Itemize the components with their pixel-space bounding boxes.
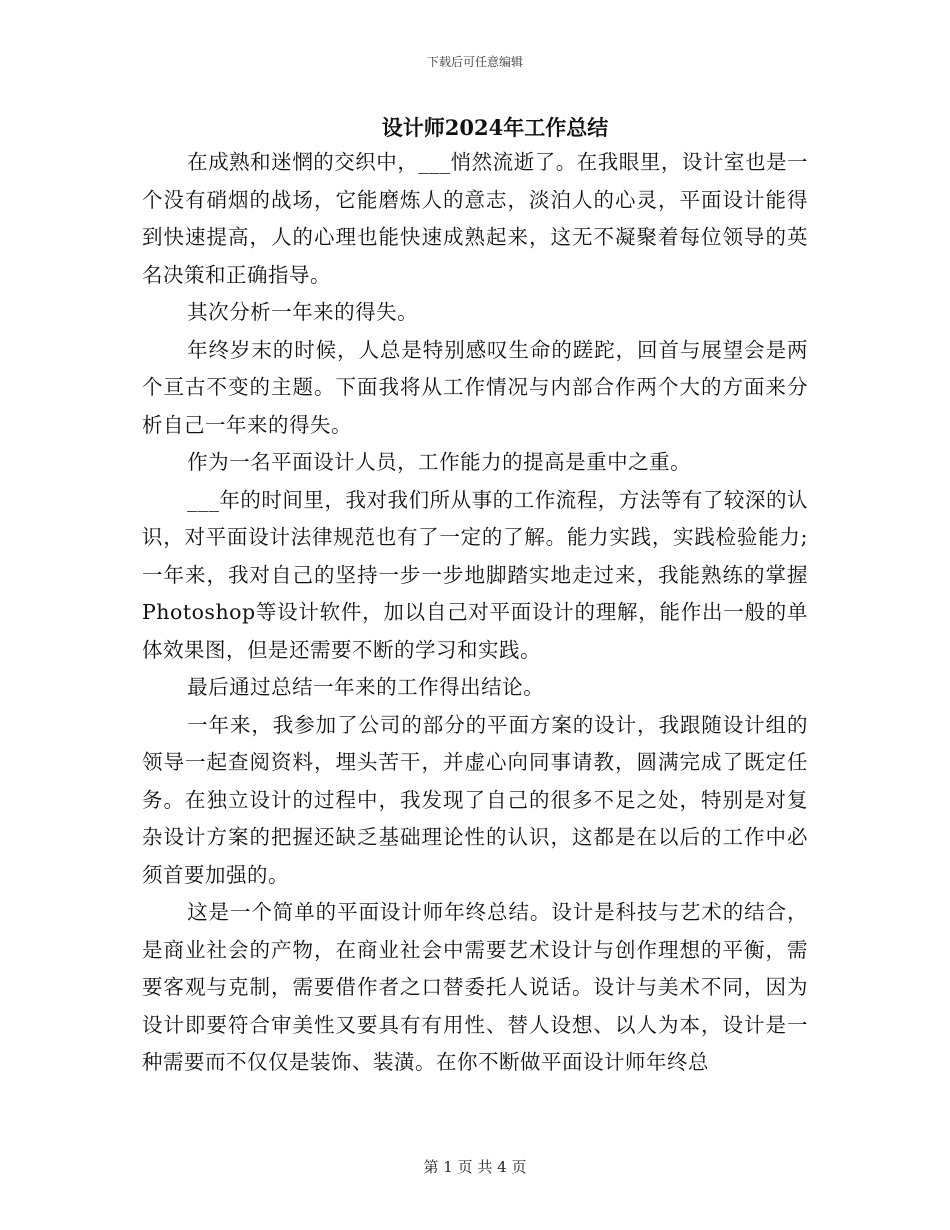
paragraph: ___年的时间里，我对我们所从事的工作流程，方法等有了较深的认识，对平面设计法律规范也有了一定的了解。能力实践，实践检验能力;一年来，我对自己的坚持一步一步地脚踏实地走过来，我能熟练的掌握Photoshop等设计软件，加以自己对平面设计的理解，能作出一般的单体效果图，但是还需要不断的学习和实践。 [142, 487, 808, 662]
paragraph: 一年来，我参加了公司的部分的平面方案的设计，我跟随设计组的领导一起查阅资料，埋头苦干，并虚心向同事请教，圆满完成了既定任务。在独立设计的过程中，我发现了自己的很多不足之处，特别是对复杂设计方案的把握还缺乏基础理论性的认识，这都是在以后的工作中必须首要加强的。 [142, 712, 808, 887]
document-title: 设计师2024年工作总结 [381, 115, 609, 140]
paragraph: 作为一名平面设计人员，工作能力的提高是重中之重。 [187, 450, 692, 474]
paragraph: 其次分析一年来的得失。 [187, 300, 419, 324]
paragraph: 这是一个简单的平面设计师年终总结。设计是科技与艺术的结合，是商业社会的产物，在商业社会中需要艺术设计与创作理想的平衡，需要客观与克制，需要借作者之口替委托人说话。设计与美术不同，因为设计即要符合审美性又要具有有用性、替人设想、以人为本，设计是一种需要而不仅仅是装饰、装潢。在你不断做平面设计师年终总 [142, 900, 808, 1074]
page-number: 第 1 页 共 4 页 [423, 1158, 527, 1176]
download-note: 下载后可任意编辑 [426, 55, 523, 69]
paragraph: 在成熟和迷惘的交织中，___悄然流逝了。在我眼里，设计室也是一个没有硝烟的战场，它能磨炼人的意志，淡泊人的心灵，平面设计能得到快速提高，人的心理也能快速成熟起来，这无不凝聚着每位领导的英名决策和正确指导。 [142, 150, 808, 287]
document-body [142, 144, 808, 1082]
paragraph: 年终岁末的时候，人总是特别感叹生命的蹉跎，回首与展望会是两个亘古不变的主题。下面我将从工作情况与内部合作两个大的方面来分析自己一年来的得失。 [142, 337, 808, 437]
paragraph: 最后通过总结一年来的工作得出结论。 [187, 675, 545, 699]
